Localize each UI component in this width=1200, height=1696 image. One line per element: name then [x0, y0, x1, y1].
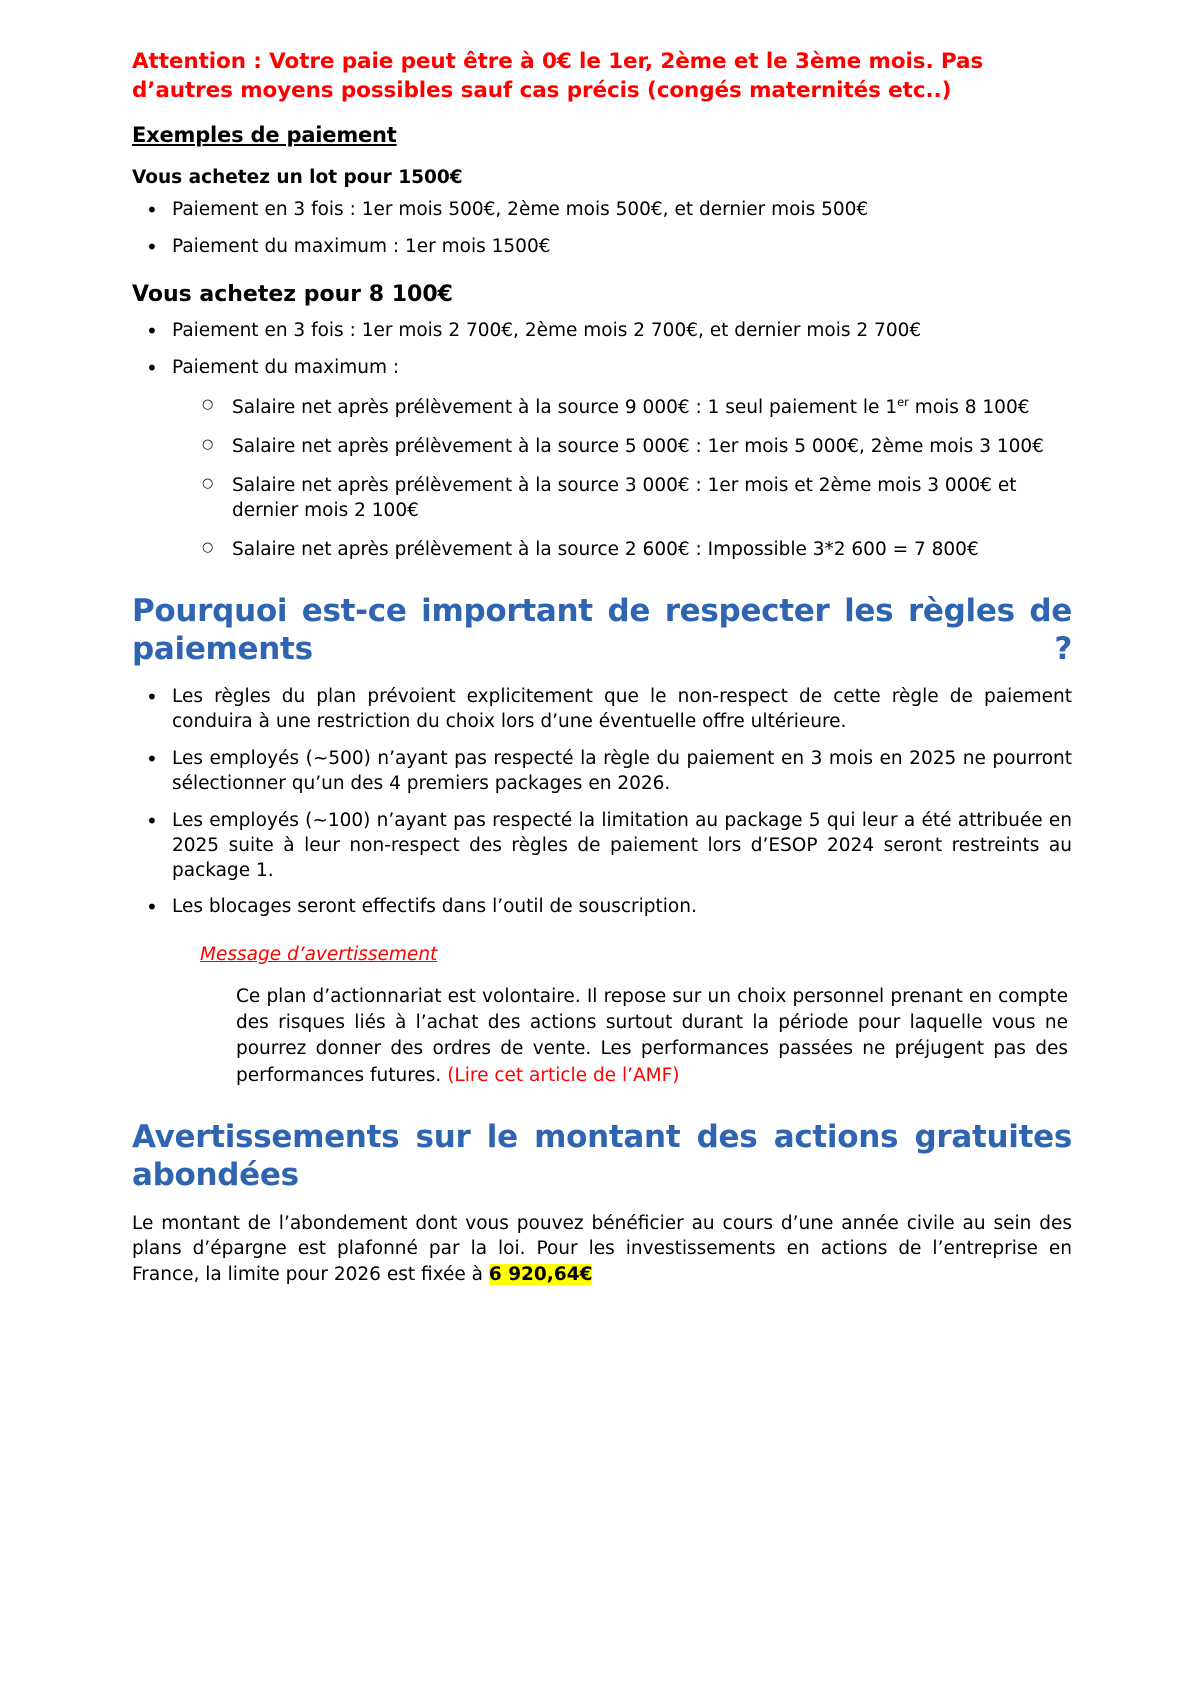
list-item-label: Paiement du maximum :	[172, 357, 400, 379]
notice-body-text: Ce plan d’actionnariat est volontaire. Il repose sur un choix personnel prenant en compte des risques liés à l’achat des actions surtout durant la période pour laquelle vous ne pourrez donner des ordres de vente. Les performances passées ne préjugent pas des performances futures.	[236, 985, 1068, 1086]
why-section-title: Pourquoi est-ce important de respecter les règles de paiements ?	[132, 593, 1072, 667]
list-item: • Paiement en 3 fois : 1er mois 500€, 2ème mois 500€, et dernier mois 500€	[132, 198, 1072, 223]
list-item: • Les règles du plan prévoient explicitement que le non-respect de cette règle de paiement conduira à une restriction du choix lors d’une éventuelle offre ultérieure.	[132, 685, 1072, 735]
sub-list-item: ○ Salaire net après prélèvement à la source 5 000€ : 1er mois 5 000€, 2ème mois 3 100€	[172, 435, 1072, 460]
notice-body	[132, 984, 1072, 1089]
examples-heading: Exemples de paiement	[132, 123, 397, 148]
sub-list-item: ○ Salaire net après prélèvement à la source 2 600€ : Impossible 3*2 600 = 7 800€	[172, 538, 1072, 563]
example-2-title: Vous achetez pour 8 100€	[132, 282, 453, 308]
highlighted-amount: 6 920,64€	[488, 1263, 593, 1285]
list-item: • Les employés (~100) n’ayant pas respecté la limitation au package 5 qui leur a été attribuée en 2025 suite à leur non-respect des règles de paiement lors d’ESOP 2024 seront restreints au package 1.	[132, 809, 1072, 884]
why-section-list	[132, 685, 1072, 921]
sub-item-text-a: Salaire net après prélèvement à la source 9 000€ : 1 seul paiement le 1	[232, 397, 898, 419]
sub-item-text-b: mois 8 100€	[908, 397, 1030, 419]
example-1-list	[132, 198, 1072, 260]
top-warning-text: Attention : Votre paie peut être à 0€ le 1er, 2ème et le 3ème mois. Pas d’autres moyens possibles sauf cas précis (congés maternités etc..)	[132, 49, 984, 103]
list-item: • Les blocages seront effectifs dans l’outil de souscription.	[132, 895, 1072, 920]
list-item	[132, 356, 1072, 563]
example-1-title: Vous achetez un lot pour 1500€	[132, 167, 463, 189]
list-item: • Paiement du maximum : 1er mois 1500€	[132, 235, 1072, 260]
sub-list-item	[172, 395, 1072, 421]
list-item: • Paiement en 3 fois : 1er mois 2 700€, 2ème mois 2 700€, et dernier mois 2 700€	[132, 319, 1072, 344]
ordinal-superscript: er	[897, 395, 909, 410]
notice-heading: Message d’avertissement	[200, 944, 438, 966]
sub-list-item: ○ Salaire net après prélèvement à la source 3 000€ : 1er mois et 2ème mois 3 000€ et dernier mois 2 100€	[172, 474, 1072, 524]
abondement-section-title: Avertissements sur le montant des actions gratuites abondées	[132, 1119, 1072, 1193]
amf-article-link[interactable]: (Lire cet article de l’AMF)	[447, 1064, 680, 1086]
abondement-paragraph	[132, 1211, 1072, 1288]
example-2-sublist	[172, 395, 1072, 563]
list-item: • Les employés (~500) n’ayant pas respecté la règle du paiement en 3 mois en 2025 ne pourront sélectionner qu’un des 4 premiers packages en 2026.	[132, 747, 1072, 797]
abondement-paragraph-text: Le montant de l’abondement dont vous pouvez bénéficier au cours d’une année civile au sein des plans d’épargne est plafonné par la loi. Pour les investissements en actions de l’entreprise en France, la limite pour 2026 est fixée à	[132, 1212, 1072, 1285]
example-2-list	[132, 319, 1072, 563]
